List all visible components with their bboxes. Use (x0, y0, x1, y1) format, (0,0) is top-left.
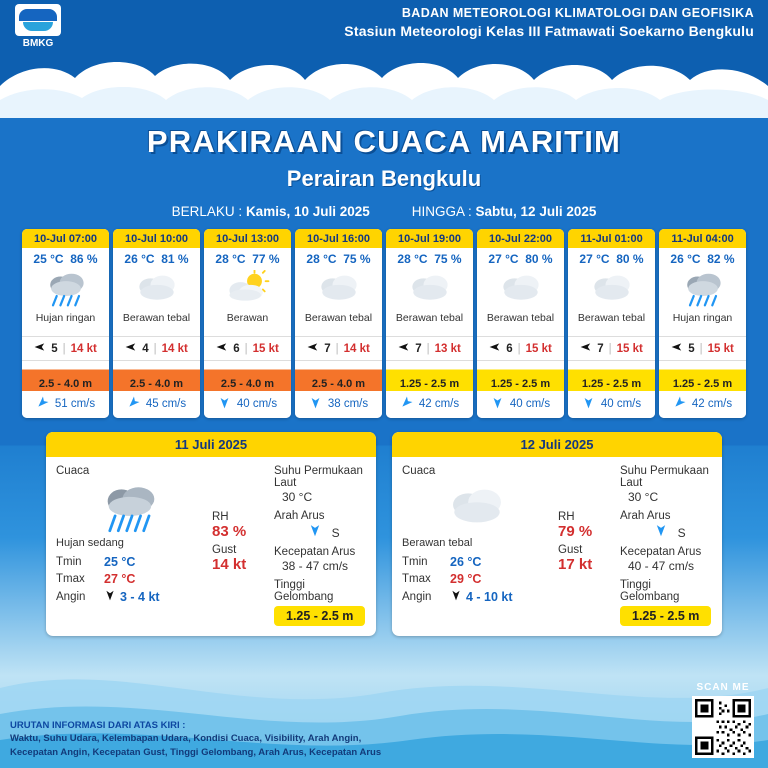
current-direction-arrow-icon (582, 396, 595, 412)
daily-tmax-row (402, 572, 552, 586)
daily-wind-direction-arrow-icon (104, 589, 116, 604)
header (0, 0, 768, 56)
daily-gust-label: Gust (558, 544, 583, 556)
hourly-current-speed: 42 cm/s (691, 398, 733, 410)
hourly-forecast-row (0, 219, 768, 418)
daily-cuaca-label: Cuaca (402, 465, 436, 477)
current-direction-arrow-icon (309, 396, 322, 412)
daily-tmin-label: Tmin (56, 556, 82, 568)
daily-tmin-label: Tmin (402, 556, 428, 568)
bmkg-logo-mark (15, 4, 61, 36)
hourly-wind-speed: 14 kt (161, 342, 188, 355)
daily-tmax-label: Tmax (402, 573, 431, 585)
valid-from-label: BERLAKU : (171, 204, 243, 219)
hourly-time: 11-Jul 04:00 (659, 229, 746, 248)
daily-sst-value: 30 °C (628, 490, 659, 504)
hourly-wave-height: 1.25 - 2.5 m (672, 378, 733, 390)
hourly-condition: Berawan (226, 312, 269, 324)
hourly-wind (204, 336, 291, 361)
hourly-card (113, 229, 200, 418)
daily-tmin-row (56, 555, 206, 569)
hourly-wave (22, 361, 109, 391)
footer-note-line2: Kecepatan Angin, Kecepatan Gust, Tinggi Gelombang, Arah Arus, Kecepatan Arus (10, 747, 382, 759)
hourly-current-speed: 51 cm/s (54, 398, 96, 410)
hourly-wave-height: 2.5 - 4.0 m (311, 378, 366, 390)
validity-row (0, 204, 768, 219)
hourly-wave (568, 361, 655, 391)
daily-gust-label: Gust (212, 544, 237, 556)
current-direction-arrow-icon (36, 396, 49, 412)
hourly-temp-rh (477, 248, 564, 268)
daily-angin-row (56, 589, 206, 604)
hourly-temp-rh (568, 248, 655, 268)
rain-shower-icon (22, 268, 109, 310)
daily-tmax-value: 29 °C (450, 572, 482, 586)
hourly-wave-height: 2.5 - 4.0 m (220, 378, 275, 390)
cloudy-icon (113, 268, 200, 310)
hourly-temp-rh (295, 248, 382, 268)
hourly-rh: 86 % (70, 252, 98, 266)
valid-from (172, 204, 370, 219)
wind-separator: | (244, 342, 248, 355)
valid-to-value: Sabtu, 12 Juli 2025 (475, 204, 597, 219)
hourly-current-speed: 40 cm/s (509, 398, 551, 410)
daily-angin-label: Angin (56, 590, 86, 603)
daily-middle-column (552, 465, 614, 626)
daily-sst-label: Suhu Permukaan Laut (274, 465, 363, 489)
daily-tmin-value: 25 °C (104, 555, 136, 569)
hourly-temp: 28 °C (306, 252, 337, 266)
hourly-condition: Berawan tebal (577, 312, 646, 324)
hourly-card (204, 229, 291, 418)
hourly-wave (113, 361, 200, 391)
hourly-wind (477, 336, 564, 361)
footer-note-title: URUTAN INFORMASI DARI ATAS KIRI : (10, 719, 186, 731)
hourly-wave-height: 1.25 - 2.5 m (581, 378, 642, 390)
cloudy-icon (295, 268, 382, 310)
hourly-current (295, 391, 382, 418)
valid-from-value: Kamis, 10 Juli 2025 (245, 204, 370, 219)
wind-direction-arrow-icon (580, 341, 592, 356)
title-block (0, 118, 768, 219)
hourly-wave (295, 361, 382, 391)
bmkg-logo (10, 4, 66, 56)
daily-tmax-row (56, 572, 206, 586)
hourly-wave-height: 2.5 - 4.0 m (129, 378, 184, 390)
station-name: Stasiun Meteorologi Kelas III Fatmawati Soekarno Bengkulu (344, 23, 754, 39)
daily-right-column (614, 465, 712, 626)
hourly-temp-rh (22, 248, 109, 268)
hourly-temp: 28 °C (215, 252, 246, 266)
daily-gelombang-value: 1.25 - 2.5 m (620, 606, 711, 626)
hourly-temp: 27 °C (488, 252, 519, 266)
hourly-visibility: 7 (324, 342, 331, 355)
rain-heavy-icon (56, 479, 206, 537)
hourly-temp: 28 °C (397, 252, 428, 266)
daily-middle-column (206, 465, 268, 626)
hourly-visibility: 7 (597, 342, 604, 355)
hourly-wind (568, 336, 655, 361)
hourly-temp: 26 °C (124, 252, 155, 266)
hourly-wave (204, 361, 291, 391)
daily-forecast-row (0, 418, 768, 636)
wind-separator: | (153, 342, 157, 355)
hourly-current (568, 391, 655, 418)
hourly-wave-height: 1.25 - 2.5 m (399, 378, 460, 390)
hourly-wave (386, 361, 473, 391)
current-direction-arrow-icon (491, 396, 504, 412)
current-direction-arrow-icon (127, 396, 140, 412)
hourly-rh: 75 % (343, 252, 371, 266)
hourly-time: 10-Jul 10:00 (113, 229, 200, 248)
daily-condition: Berawan tebal (402, 537, 473, 549)
wind-direction-arrow-icon (398, 341, 410, 356)
hourly-wave (477, 361, 564, 391)
hourly-wind (22, 336, 109, 361)
daily-arah-arus-label: Arah Arus (274, 510, 325, 522)
hourly-wave (659, 361, 746, 391)
hourly-condition: Berawan tebal (395, 312, 464, 324)
scan-me-label: SCAN ME (696, 682, 750, 693)
hourly-current-speed: 45 cm/s (145, 398, 187, 410)
wind-direction-arrow-icon (34, 341, 46, 356)
daily-arah-arus-value: S (331, 526, 340, 540)
wind-separator: | (699, 342, 703, 355)
daily-gust-value: 17 kt (558, 556, 593, 573)
daily-sst-value: 30 °C (282, 490, 313, 504)
daily-condition: Hujan sedang (56, 537, 124, 549)
daily-sst-label: Suhu Permukaan Laut (620, 465, 709, 489)
hourly-wind-speed: 15 kt (616, 342, 643, 355)
page-subtitle: Perairan Bengkulu (286, 166, 482, 191)
hourly-visibility: 5 (51, 342, 58, 355)
daily-gelombang-value: 1.25 - 2.5 m (274, 606, 365, 626)
daily-right-column (268, 465, 366, 626)
daily-wind-direction-arrow-icon (450, 589, 462, 604)
hourly-visibility: 6 (233, 342, 240, 355)
hourly-current-speed: 40 cm/s (236, 398, 278, 410)
hourly-wind (295, 336, 382, 361)
hourly-rh: 80 % (616, 252, 644, 266)
hourly-wind-speed: 14 kt (343, 342, 370, 355)
daily-gelombang-label: Tinggi Gelombang (274, 579, 334, 603)
hourly-wind-speed: 15 kt (252, 342, 279, 355)
wind-separator: | (517, 342, 521, 355)
hourly-visibility: 6 (506, 342, 513, 355)
hourly-condition: Berawan tebal (486, 312, 555, 324)
wind-separator: | (608, 342, 612, 355)
hourly-current (386, 391, 473, 418)
wind-separator: | (62, 342, 66, 355)
daily-gelombang-label: Tinggi Gelombang (620, 579, 680, 603)
daily-rh-value: 83 % (212, 523, 247, 540)
hourly-card (568, 229, 655, 418)
daily-rh-label: RH (558, 511, 575, 523)
cloudy-icon (402, 479, 552, 537)
hourly-wind (113, 336, 200, 361)
footer-note (10, 719, 381, 760)
hourly-current-speed: 42 cm/s (418, 398, 460, 410)
hourly-wind-speed: 15 kt (525, 342, 552, 355)
hourly-card (659, 229, 746, 418)
daily-angin-value: 4 - 10 kt (466, 589, 513, 604)
hourly-rh: 80 % (525, 252, 553, 266)
rain-shower-icon (659, 268, 746, 310)
hourly-condition: Hujan ringan (672, 312, 733, 324)
hourly-current (22, 391, 109, 418)
daily-kec-arus-value: 40 - 47 cm/s (628, 559, 695, 573)
hourly-temp: 26 °C (670, 252, 701, 266)
wind-direction-arrow-icon (489, 341, 501, 356)
daily-tmax-label: Tmax (56, 573, 85, 585)
hourly-wind (386, 336, 473, 361)
hourly-current (477, 391, 564, 418)
wind-separator: | (335, 342, 339, 355)
daily-kec-arus-label: Kecepatan Arus (620, 546, 702, 558)
hourly-current (204, 391, 291, 418)
current-direction-arrow-icon (218, 396, 231, 412)
hourly-time: 11-Jul 01:00 (568, 229, 655, 248)
daily-gust-value: 14 kt (212, 556, 247, 573)
cloud-band (0, 56, 768, 118)
current-direction-arrow-icon (673, 396, 686, 412)
daily-kec-arus-label: Kecepatan Arus (274, 546, 356, 558)
hourly-wind-speed: 14 kt (70, 342, 97, 355)
hourly-temp: 27 °C (579, 252, 610, 266)
daily-rh-value: 79 % (558, 523, 593, 540)
hourly-temp-rh (386, 248, 473, 268)
partly-cloudy-icon (204, 268, 291, 310)
daily-card (46, 432, 376, 636)
bmkg-logo-text: BMKG (22, 38, 54, 49)
qr-code[interactable] (692, 696, 754, 758)
current-direction-arrow-icon (308, 526, 322, 540)
hourly-wave-height: 2.5 - 4.0 m (38, 378, 93, 390)
wind-direction-arrow-icon (216, 341, 228, 356)
hourly-temp: 25 °C (33, 252, 64, 266)
daily-cuaca-label: Cuaca (56, 465, 90, 477)
hourly-current-speed: 40 cm/s (600, 398, 642, 410)
daily-tmin-row (402, 555, 552, 569)
hourly-rh: 75 % (434, 252, 462, 266)
daily-date: 11 Juli 2025 (46, 432, 376, 457)
daily-tmin-value: 26 °C (450, 555, 482, 569)
valid-to (412, 204, 597, 219)
hourly-condition: Hujan ringan (35, 312, 96, 324)
daily-card (392, 432, 722, 636)
hourly-current (113, 391, 200, 418)
cloudy-icon (386, 268, 473, 310)
hourly-wind-speed: 13 kt (434, 342, 461, 355)
daily-arah-arus-label: Arah Arus (620, 510, 671, 522)
daily-arah-arus-value: S (677, 526, 686, 540)
hourly-time: 10-Jul 07:00 (22, 229, 109, 248)
wind-direction-arrow-icon (307, 341, 319, 356)
hourly-time: 10-Jul 16:00 (295, 229, 382, 248)
daily-arah-arus-value-wrap (628, 523, 712, 540)
hourly-current-speed: 38 cm/s (327, 398, 369, 410)
wind-direction-arrow-icon (125, 341, 137, 356)
daily-left-column (402, 465, 552, 626)
hourly-visibility: 5 (688, 342, 695, 355)
cloudy-icon (568, 268, 655, 310)
hourly-card (22, 229, 109, 418)
hourly-wind (659, 336, 746, 361)
daily-arah-arus-value-wrap (282, 523, 366, 540)
hourly-card (386, 229, 473, 418)
hourly-rh: 81 % (161, 252, 189, 266)
current-direction-arrow-icon (400, 396, 413, 412)
hourly-rh: 77 % (252, 252, 280, 266)
qr-block (692, 682, 754, 758)
wind-direction-arrow-icon (671, 341, 683, 356)
daily-left-column (56, 465, 206, 626)
hourly-current (659, 391, 746, 418)
hourly-visibility: 4 (142, 342, 149, 355)
daily-angin-value: 3 - 4 kt (120, 589, 160, 604)
daily-date: 12 Juli 2025 (392, 432, 722, 457)
hourly-rh: 82 % (707, 252, 735, 266)
hourly-condition: Berawan tebal (122, 312, 191, 324)
hourly-card (295, 229, 382, 418)
current-direction-arrow-icon (654, 526, 668, 540)
hourly-wave-height: 1.25 - 2.5 m (490, 378, 551, 390)
hourly-visibility: 7 (415, 342, 422, 355)
daily-tmax-value: 27 °C (104, 572, 136, 586)
daily-kec-arus-value: 38 - 47 cm/s (282, 559, 349, 573)
daily-rh-label: RH (212, 511, 229, 523)
daily-angin-label: Angin (402, 590, 432, 603)
hourly-temp-rh (204, 248, 291, 268)
daily-angin-row (402, 589, 552, 604)
valid-to-label: HINGGA : (411, 204, 472, 219)
footer-note-line1: Waktu, Suhu Udara, Kelembapan Udara, Kondisi Cuaca, Visibility, Arah Angin, (10, 733, 362, 745)
cloudy-icon (477, 268, 564, 310)
hourly-temp-rh (659, 248, 746, 268)
agency-name: BADAN METEOROLOGI KLIMATOLOGI DAN GEOFISIKA (401, 6, 754, 20)
wind-separator: | (426, 342, 430, 355)
hourly-time: 10-Jul 19:00 (386, 229, 473, 248)
hourly-card (477, 229, 564, 418)
hourly-condition: Berawan tebal (304, 312, 373, 324)
page-title: PRAKIRAAN CUACA MARITIM (146, 124, 622, 159)
hourly-time: 10-Jul 13:00 (204, 229, 291, 248)
hourly-time: 10-Jul 22:00 (477, 229, 564, 248)
hourly-wind-speed: 15 kt (707, 342, 734, 355)
hourly-temp-rh (113, 248, 200, 268)
